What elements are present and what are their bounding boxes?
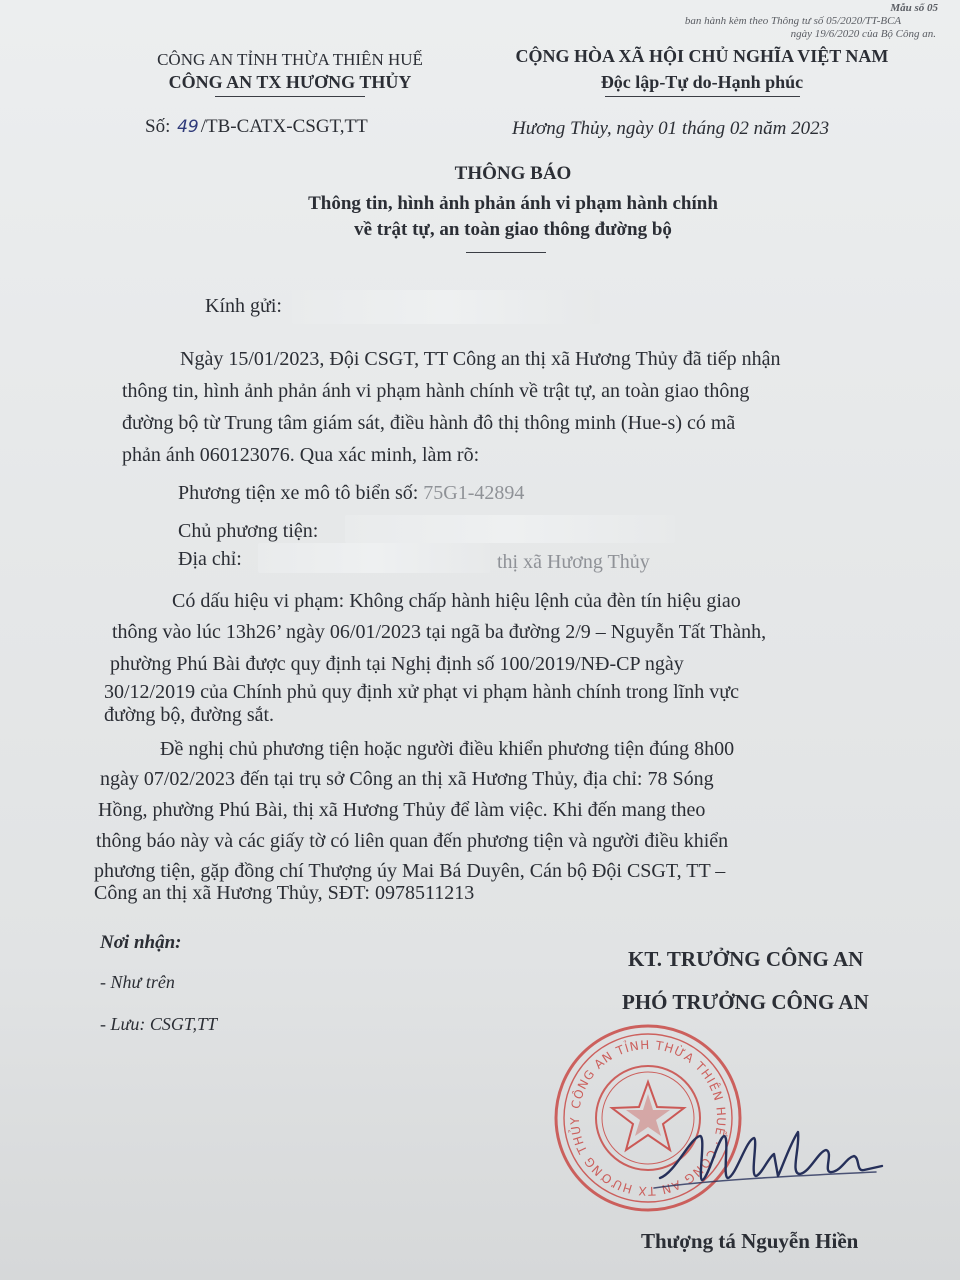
owner-label: Chủ phương tiện: <box>178 520 319 542</box>
para3-line4: thông báo này và các giấy tờ có liên quan đến phương tiện và người điều khiển <box>96 830 729 852</box>
stamp-text: CÔNG AN TỈNH THỪA THIÊN HUẾ · CÔNG AN TX HƯƠNG THỦY <box>567 1037 729 1199</box>
redacted-owner <box>345 515 675 543</box>
number-label: Số: <box>145 116 171 137</box>
para1-line4: phản ánh 060123076. Qua xác minh, làm rõ: <box>122 444 480 466</box>
address-town: thị xã Hương Thủy <box>497 551 650 573</box>
para2-line4: 30/12/2019 của Chính phủ quy định xử phạt vi phạm hành chính trong lĩnh vực <box>104 681 739 703</box>
vehicle-plate: 75G1-42894 <box>423 482 525 504</box>
notice-subtitle-2: về trật tự, an toàn giao thông đường bộ <box>354 219 672 240</box>
para3-line1: Đề nghị chủ phương tiện hoặc người điều khiển phương tiện đúng 8h00 <box>160 738 735 760</box>
agency-name: CÔNG AN TX HƯƠNG THỦY <box>168 72 412 92</box>
notice-title: THÔNG BÁO <box>454 163 572 184</box>
motto-underline <box>605 96 800 97</box>
signature-role-1: KT. TRƯỞNG CÔNG AN <box>628 947 864 971</box>
para1-line2: thông tin, hình ảnh phản ánh vi phạm hành chính về trật tự, an toàn giao thông <box>122 380 750 402</box>
para3-line5: phương tiện, gặp đồng chí Thượng úy Mai Bá Duyên, Cán bộ Đội CSGT, TT – <box>94 860 726 882</box>
recipient-label: Kính gửi: <box>205 295 282 317</box>
para2-line2: thông vào lúc 13h26’ ngày 06/01/2023 tại ngã ba đường 2/9 – Nguyễn Tất Thành, <box>112 621 767 643</box>
number-code: /TB-CATX-CSGT,TT <box>200 116 368 137</box>
national-motto: Độc lập-Tự do-Hạnh phúc <box>600 72 804 92</box>
distribution-title: Nơi nhận: <box>100 932 182 953</box>
form-note-line3: ngày 19/6/2020 của Bộ Công an. <box>790 28 936 40</box>
signer-name: Thượng tá Nguyễn Hiền <box>641 1229 859 1253</box>
handwritten-signature-icon <box>650 1118 890 1208</box>
national-title: CỘNG HÒA XÃ HỘI CHỦ NGHĨA VIỆT NAM <box>515 46 889 66</box>
form-note <box>628 2 958 41</box>
para2-line1: Có dấu hiệu vi phạm: Không chấp hành hiệu lệnh của đèn tín hiệu giao <box>172 590 741 612</box>
distribution-item-2: - Lưu: CSGT,TT <box>100 1014 218 1034</box>
vehicle-line <box>178 480 524 506</box>
para2-line3: phường Phú Bài được quy định tại Nghị định số 100/2019/NĐ-CP ngày <box>110 653 684 675</box>
place-date: Hương Thủy, ngày 01 tháng 02 năm 2023 <box>512 118 830 139</box>
title-underline <box>466 252 546 253</box>
redacted-recipient <box>292 290 600 324</box>
para3-line6: Công an thị xã Hương Thủy, SĐT: 0978511213 <box>94 882 475 904</box>
distribution-item-1: - Như trên <box>100 972 175 992</box>
redacted-address <box>258 543 490 573</box>
para2-line5: đường bộ, đường sắt. <box>104 704 275 726</box>
form-note-line2: ban hành kèm theo Thông tư số 05/2020/TT-BCA <box>684 15 902 27</box>
agency-parent: CÔNG AN TỈNH THỪA THIÊN HUẾ <box>157 50 423 69</box>
para1-line1: Ngày 15/01/2023, Đội CSGT, TT Công an thị xã Hương Thủy đã tiếp nhận <box>180 348 781 370</box>
para1-line3: đường bộ từ Trung tâm giám sát, điều hành đô thị thông minh (Hue-s) có mã <box>122 412 736 434</box>
number-handwritten: 49 <box>177 117 199 137</box>
para3-line3: Hồng, phường Phú Bài, thị xã Hương Thủy để làm việc. Khi đến mang theo <box>98 799 706 821</box>
vehicle-label: Phương tiện xe mô tô biển số: <box>178 482 419 504</box>
address-label: Địa chỉ: <box>178 548 242 570</box>
document-number <box>145 116 368 138</box>
para3-line2: ngày 07/02/2023 đến tại trụ sở Công an thị xã Hương Thủy, địa chỉ: 78 Sóng <box>100 768 714 790</box>
notice-subtitle-1: Thông tin, hình ảnh phản ánh vi phạm hành chính <box>308 193 718 214</box>
form-note-line1: Mẫu số 05 <box>890 2 938 14</box>
signature-role-2: PHÓ TRƯỞNG CÔNG AN <box>622 990 869 1014</box>
agency-underline <box>215 96 365 97</box>
